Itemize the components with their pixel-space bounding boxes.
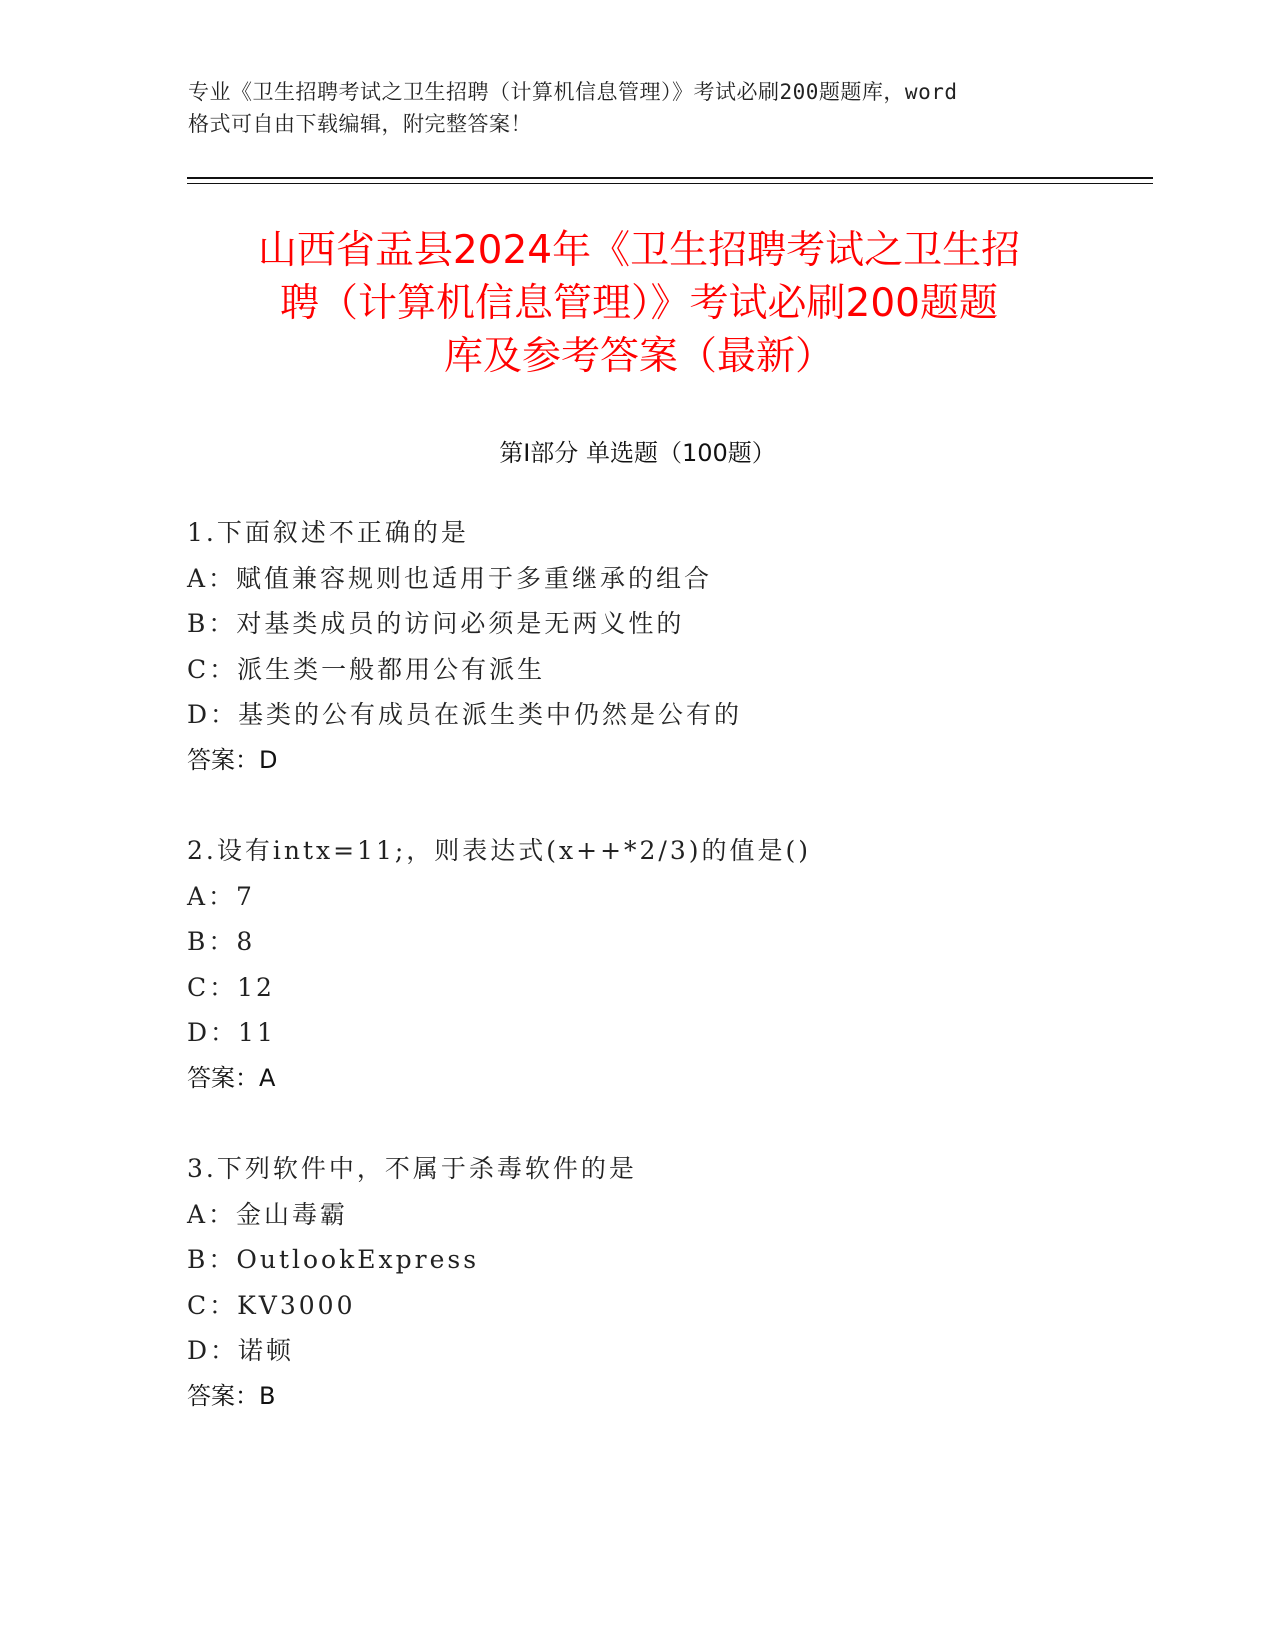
header-divider-thick — [187, 177, 1153, 179]
header-note-line-2: 格式可自由下载编辑，附完整答案！ — [188, 112, 532, 136]
section-heading: 第Ⅰ部分 单选题（100题） — [499, 439, 776, 467]
question-block — [187, 510, 1087, 783]
answer-line: 答案：B — [187, 1381, 276, 1410]
header-note — [188, 76, 1108, 140]
option-c: C：派生类一般都用公有派生 — [187, 654, 546, 684]
header-note-line-1: 专业《卫生招聘考试之卫生招聘（计算机信息管理）》考试必刷200题题库，word — [188, 80, 958, 104]
option-a: A：赋值兼容规则也适用于多重继承的组合 — [187, 563, 713, 593]
question-stem: 1.下面叙述不正确的是 — [187, 518, 469, 547]
option-a: A：金山毒霸 — [187, 1199, 349, 1229]
document-title-line-3: 库及参考答案（最新） — [443, 334, 834, 379]
document-title-line-2: 聘（计算机信息管理）》考试必刷200题题 — [280, 281, 998, 326]
option-b: B：OutlookExpress — [187, 1245, 480, 1274]
option-d: D：11 — [187, 1018, 276, 1047]
option-b: B：8 — [187, 927, 256, 956]
question-block — [187, 1146, 1087, 1419]
option-a: A：7 — [187, 881, 255, 911]
answer-line: 答案：D — [187, 745, 278, 774]
question-stem: 3.下列软件中，不属于杀毒软件的是 — [187, 1154, 637, 1183]
header-divider-thin — [187, 183, 1153, 184]
option-c: C：12 — [187, 972, 275, 1002]
option-d: D：诺顿 — [187, 1336, 295, 1365]
question-block — [187, 828, 1087, 1101]
option-d: D：基类的公有成员在派生类中仍然是公有的 — [187, 700, 743, 729]
document-title-line-1: 山西省盂县2024年《卫生招聘考试之卫生招 — [257, 228, 1021, 273]
answer-line: 答案：A — [187, 1063, 276, 1092]
option-c: C：KV3000 — [187, 1290, 356, 1320]
question-stem: 2.设有intx=11;，则表达式(x++*2/3)的值是() — [187, 836, 812, 865]
document-title — [180, 224, 1098, 383]
option-b: B：对基类成员的访问必须是无两义性的 — [187, 609, 685, 638]
